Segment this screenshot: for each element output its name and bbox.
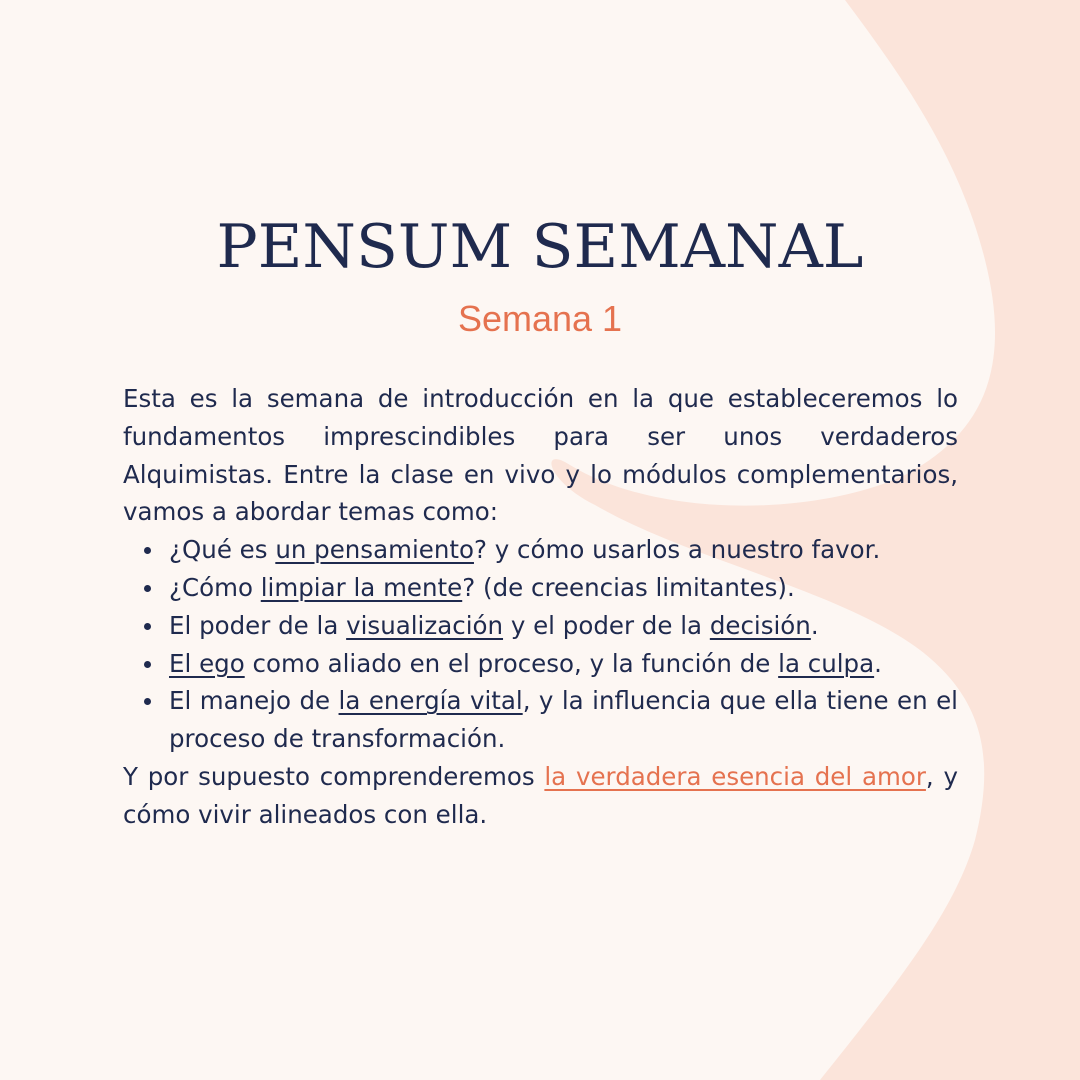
list-item: El poder de la visualización y el poder de la decisión. bbox=[169, 607, 958, 645]
list-item: ¿Cómo limpiar la mente? (de creencias limitantes). bbox=[169, 569, 958, 607]
underlined-term: limpiar la mente bbox=[260, 572, 463, 602]
closing-paragraph: Y por supuesto comprenderemos la verdadera esencia del amor, y cómo vivir alineados con ella. bbox=[123, 761, 958, 829]
body-text bbox=[123, 380, 958, 834]
week-subtitle: Semana 1 bbox=[457, 298, 623, 339]
topics-list bbox=[123, 531, 958, 758]
underlined-term: decisión bbox=[709, 610, 811, 640]
underlined-term: la culpa bbox=[778, 648, 875, 678]
list-item: El ego como aliado en el proceso, y la función de la culpa. bbox=[169, 645, 958, 683]
list-item: ¿Qué es un pensamiento? y cómo usarlos a nuestro favor. bbox=[169, 531, 958, 569]
underlined-term: visualización bbox=[346, 610, 504, 640]
underlined-term: la energía vital bbox=[338, 686, 523, 716]
highlighted-phrase: la verdadera esencia del amor bbox=[544, 761, 926, 791]
page-title: PENSUM SEMANAL bbox=[216, 212, 864, 282]
underlined-term: El ego bbox=[169, 648, 245, 678]
underlined-term: un pensamiento bbox=[275, 535, 474, 565]
intro-paragraph: Esta es la semana de introducción en la que estableceremos lo fundamentos imprescindibles para ser unos verdaderos Alquimistas. Entre la clase en vivo y lo módulos complementarios, vamos a abordar temas como: bbox=[123, 384, 958, 527]
list-item: El manejo de la energía vital, y la influencia que ella tiene en el proceso de transformación. bbox=[169, 682, 958, 758]
